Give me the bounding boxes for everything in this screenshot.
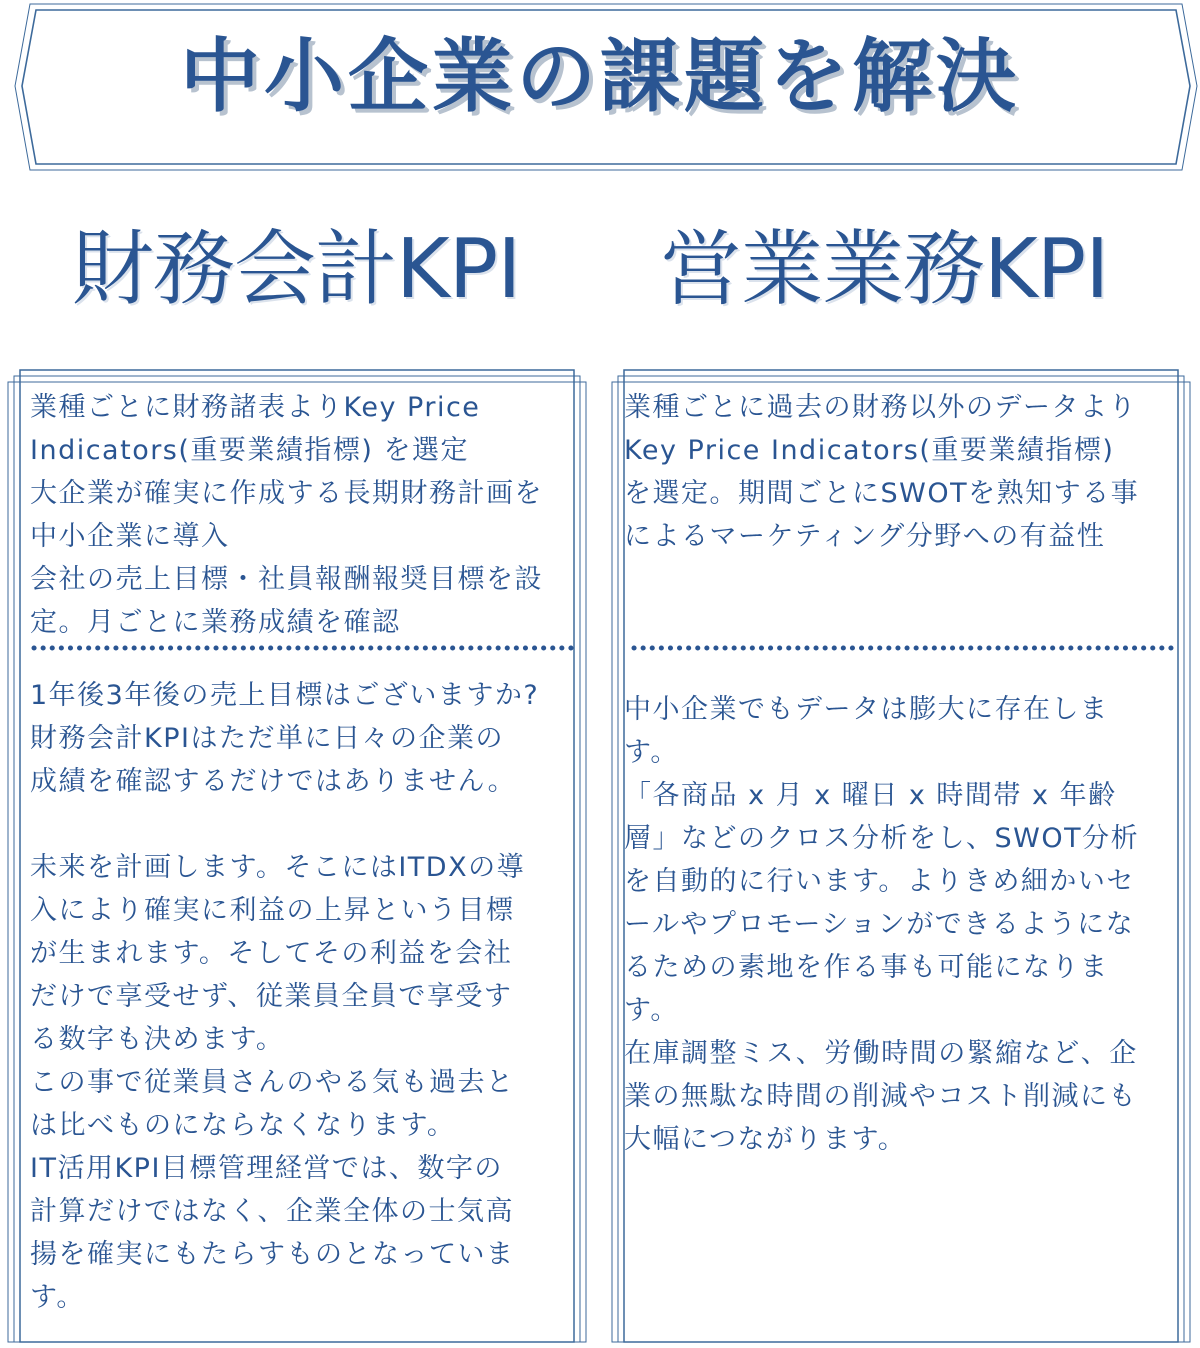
dotted-divider [630,644,1176,652]
sales-kpi-detail: 中小企業でもデータは膨大に存在しま す。 「各商品 x 月 x 曜日 x 時間帯 x 年齢 層」などのクロス分析をし、SWOT分析 を自動的に行います。よりきめ細かいセ ールやプロモーションができるようにな るための素地を作る事も可能になりま す。 在庫調整ミス、労働時間の緊縮など、企 業の無駄な時間の削減やコスト削減にも 大幅につながります。 [624,694,1140,1155]
financial-kpi-detail: 1年後3年後の売上目標はございますか? 財務会計KPIはただ単に日々の企業の 成績を確認するだけではありません。 未来を計画します。そこにはITDXの導 入により確実に利益の上昇という目標 が生まれます。そしてその利益を会社 だけで享受せず、従業員全員で享受す る数字も決めます。 この事で従業員さんのやる気も過去と は比べものにならなくなります。 IT活用KPI目標管理経営では、数字の 計算だけではなく、企業全体の士気高 揚を確実にもたらすものとなっていま す。 [30,680,540,1313]
title-banner [0,0,1200,180]
financial-kpi-heading: 財務会計KPI [72,222,521,317]
sales-kpi-heading: 営業業務KPI [660,222,1109,317]
financial-kpi-summary: 業種ごとに財務諸表よりKey Price Indicators(重要業績指標) を選定 大企業が確実に作成する長期財務計画を 中小企業に導入 会社の売上目標・社員報酬報奨目標を設 定。月ごとに業務成績を確認 [30,392,543,638]
sales-kpi-summary: 業種ごとに過去の財務以外のデータより Key Price Indicators(重要業績指標) を選定。期間ごとにSWOTを熟知する事 によるマーケティング分野への有益性 [624,392,1140,552]
main-title: 中小企業の課題を解決 [180,30,1020,123]
dotted-divider [30,644,582,652]
